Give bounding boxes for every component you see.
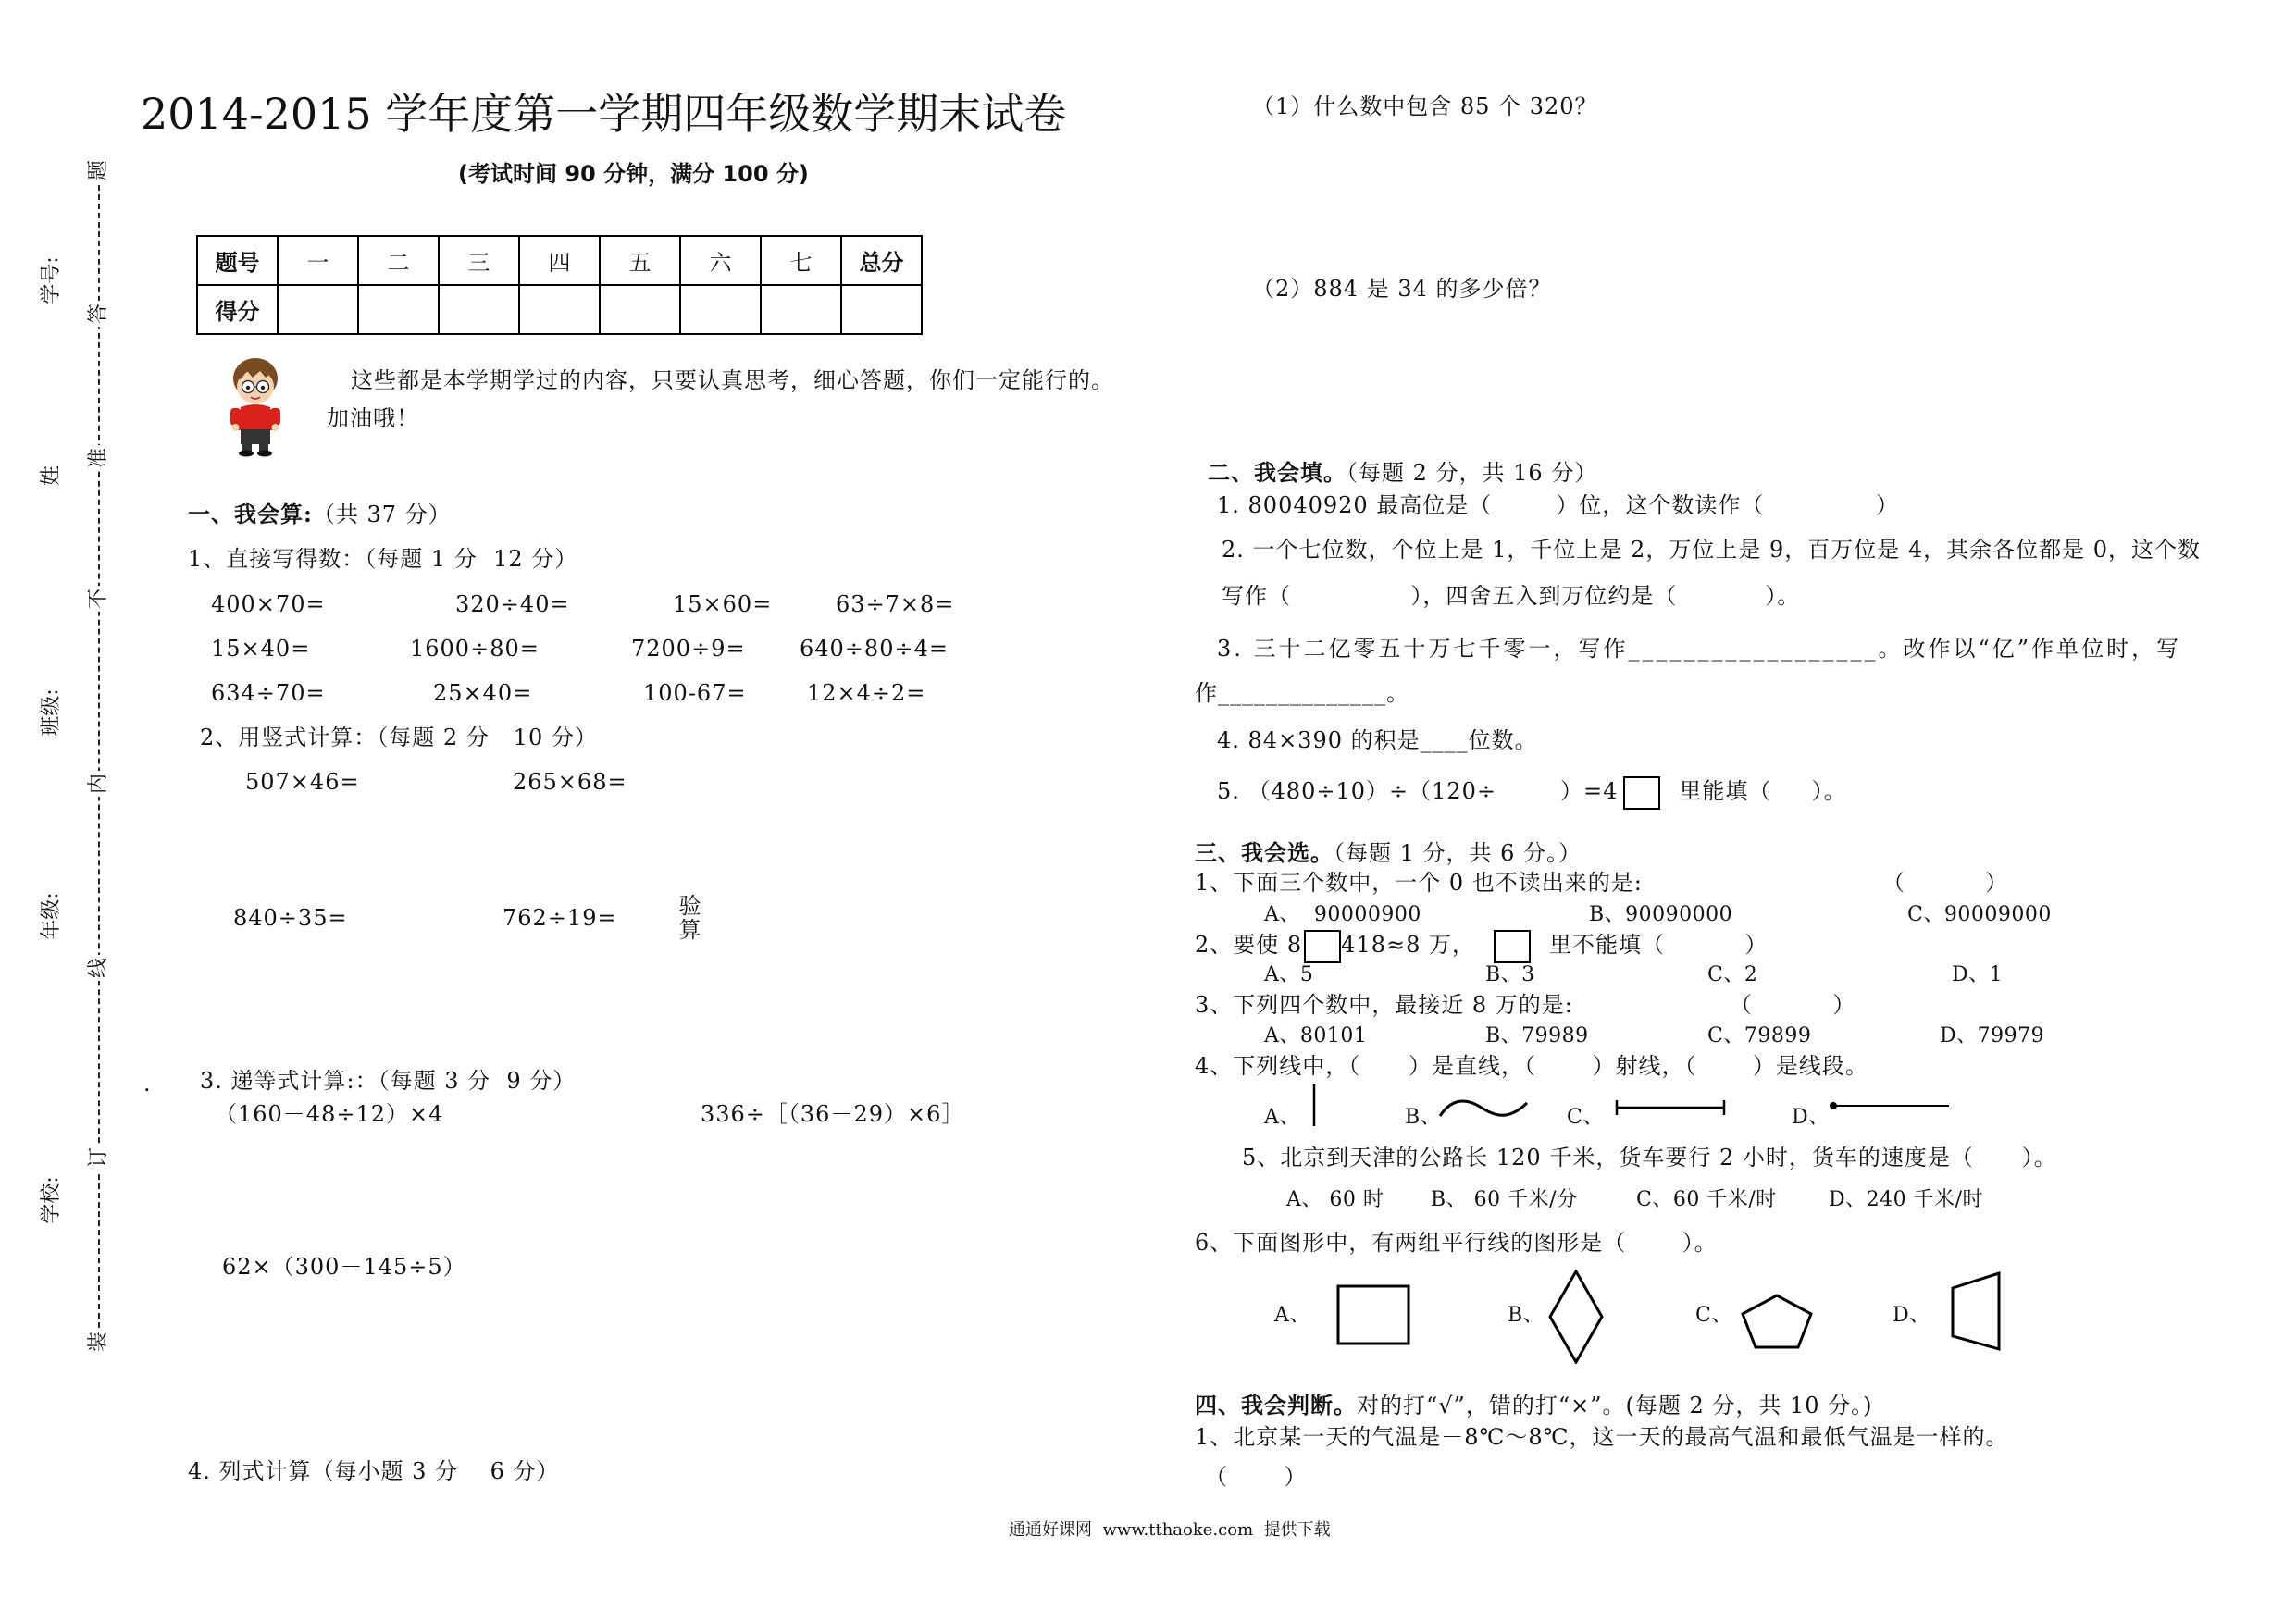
fill-question-continued: 作______________。	[1195, 680, 1409, 706]
exam-subtitle: (考试时间 90 分钟，满分 100 分)	[458, 161, 809, 187]
judge-question: 1、北京某一天的气温是－8℃～8℃，这一天的最高气温和最低气温是一样的。	[1195, 1424, 2009, 1450]
score-header-cell: 五	[600, 236, 680, 285]
score-header-cell: 六	[680, 236, 761, 285]
score-cell	[519, 285, 600, 334]
intro-line: 这些都是本学期学过的内容，只要认真思考，细心答题，你们一定能行的。	[351, 367, 1114, 393]
choice-option: C、	[1567, 1106, 1604, 1129]
check-label: 验算	[675, 894, 701, 942]
answer-blank: （ ）	[1730, 992, 1856, 1018]
section-title: 四、我会判断。	[1195, 1392, 1357, 1419]
answer-box	[1494, 930, 1531, 963]
exam-title: 2014-2015 学年度第一学期四年级数学期末试卷	[141, 89, 1067, 139]
straight-line-icon	[1309, 1082, 1320, 1128]
choice-option: B、	[1405, 1106, 1442, 1129]
section2-heading	[1208, 460, 1597, 486]
vertical-calc-item: 762÷19=	[503, 905, 617, 931]
score-cell	[278, 285, 358, 334]
oral-calc-item: 25×40=	[433, 680, 533, 706]
section-points: （共 37 分）	[312, 502, 452, 527]
seal-line-char: 准	[88, 445, 110, 471]
oral-calc-item: 640÷80÷4=	[800, 636, 949, 662]
choice-option: A、	[1274, 1304, 1310, 1327]
choice-option: D、1	[1952, 963, 2004, 986]
oral-calc-item: 12×4÷2=	[807, 680, 926, 706]
fill-question-continued: 写作（ ），四舍五入到万位约是（ ）。	[1222, 583, 1801, 609]
line-segment-icon	[1614, 1098, 1727, 1117]
score-table	[196, 235, 923, 335]
answer-box	[1623, 776, 1660, 810]
stepwise-calc-item: （160－48÷12）×4	[215, 1101, 444, 1127]
question-text: 2、要使 8	[1195, 932, 1303, 958]
score-header-row	[197, 236, 922, 285]
choice-question	[1195, 928, 1768, 963]
fill-question: 1. 80040920 最高位是（ ）位，这个数读作（ ）	[1217, 492, 1900, 518]
seal-line-char: 订	[88, 1145, 110, 1171]
fill-question	[1217, 774, 1847, 810]
score-cell	[439, 285, 519, 334]
oral-calc-item: 100-67=	[643, 680, 747, 706]
score-cell	[358, 285, 439, 334]
intro-line: 加油哦！	[327, 405, 419, 431]
section-points: （每题 2 分，共 16 分）	[1347, 460, 1598, 486]
score-cell	[600, 285, 680, 334]
score-header-cell: 四	[519, 236, 600, 285]
score-header-cell: 题号	[197, 236, 278, 285]
question-text: 418≈8 万，	[1341, 932, 1475, 958]
class-label: 班级:	[41, 686, 63, 738]
oral-calc-title: 1、直接写得数：（每题 1 分 12 分）	[188, 546, 578, 572]
section1-heading	[188, 502, 452, 527]
seal-line-char: 题	[88, 157, 110, 183]
score-row-label: 得分	[197, 285, 278, 334]
choice-option: D、	[1792, 1106, 1830, 1129]
section4-heading	[1195, 1393, 1873, 1419]
oral-calc-item: 7200÷9=	[631, 636, 746, 662]
section-points: （每题 1 分，共 6 分。）	[1334, 840, 1582, 866]
curved-line-icon	[1437, 1096, 1530, 1121]
seal-line-char: 答	[88, 301, 110, 327]
choice-option: B、79989	[1485, 1024, 1589, 1047]
oral-calc-item: 63÷7×8=	[836, 591, 955, 617]
answer-blank: （ ）	[1205, 1464, 1308, 1490]
choice-option: C、2	[1707, 963, 1758, 986]
choice-option: B、	[1508, 1304, 1545, 1327]
fill-question: 2. 一个七位数，个位上是 1，千位上是 2，万位上是 9，百万位是 4，其余各位都是 0，这个数	[1222, 537, 2202, 563]
score-header-cell: 二	[358, 236, 439, 285]
seal-line-char: 内	[88, 771, 110, 797]
vertical-calc-item: 265×68=	[513, 769, 627, 795]
question-text: 5. （480÷10）÷（120÷ ）=4	[1217, 778, 1619, 804]
oral-calc-item: 15×40=	[211, 636, 311, 662]
choice-question: 5、北京到天津的公路长 120 千米，货车要行 2 小时，货车的速度是（ ）。	[1242, 1145, 2057, 1171]
section-instruction: 对的打“√”，错的打“×”。(每题 2 分，共 10 分。)	[1357, 1393, 1873, 1419]
question-text: 里能填（ ）。	[1679, 778, 1847, 804]
word-calc-item: （1）什么数中包含 85 个 320？	[1252, 93, 1598, 119]
choice-question: 1、下面三个数中，一个 0 也不读出来的是:	[1195, 870, 1643, 896]
cartoon-boy-icon	[222, 354, 289, 458]
section-title: 三、我会选。	[1195, 839, 1334, 866]
choice-option: C、60 千米/时	[1636, 1188, 1777, 1211]
choice-option: A、	[1264, 1106, 1300, 1129]
oral-calc-item: 320÷40=	[455, 591, 570, 617]
rhombus-icon	[1547, 1270, 1605, 1364]
answer-box	[1304, 930, 1341, 963]
choice-question: 3、下列四个数中，最接近 8 万的是:	[1195, 992, 1573, 1018]
choice-question: 6、下面图形中，有两组平行线的图形是（ ）。	[1195, 1230, 1718, 1256]
choice-option: C、79899	[1707, 1024, 1812, 1047]
answer-blank: （ ）	[1882, 870, 2009, 896]
choice-question: 4、下列线中，（ ）是直线，（ ）射线，（ ）是线段。	[1195, 1053, 1868, 1079]
choice-option: C、	[1695, 1304, 1732, 1327]
score-cell	[841, 285, 922, 334]
choice-option: A、5	[1264, 963, 1314, 986]
trapezoid-icon	[1950, 1270, 2002, 1352]
score-row	[197, 285, 922, 334]
oral-calc-item: 400×70=	[211, 591, 326, 617]
choice-option: B、90090000	[1589, 903, 1733, 926]
stray-mark: .	[143, 1071, 152, 1096]
fill-question: 3. 三十二亿零五十万七千零一，写作__________________。改作以“亿”作单位时，写	[1217, 636, 2182, 662]
student-no-label: 学号:	[41, 254, 63, 306]
score-cell	[761, 285, 841, 334]
choice-option: A、 90000900	[1264, 903, 1421, 926]
word-calc-title: 4. 列式计算（每小题 3 分 6 分）	[188, 1458, 560, 1484]
vertical-calc-item: 507×46=	[245, 769, 360, 795]
ray-icon	[1829, 1100, 1951, 1111]
word-calc-item: （2）884 是 34 的多少倍？	[1252, 276, 1552, 302]
choice-option: D、240 千米/时	[1829, 1188, 1984, 1211]
oral-calc-item: 15×60=	[673, 591, 773, 617]
seal-line-char: 装	[88, 1329, 110, 1355]
name-label: 姓	[41, 463, 63, 489]
question-text: 里不能填（ ）	[1549, 932, 1769, 958]
oral-calc-item: 634÷70=	[211, 680, 326, 706]
pentagon-icon	[1740, 1293, 1814, 1350]
choice-option: D、	[1893, 1304, 1930, 1327]
choice-option: D、79979	[1940, 1024, 2045, 1047]
score-header-cell: 三	[439, 236, 519, 285]
section-title: 一、我会算:	[188, 501, 313, 527]
oral-calc-item: 1600÷80=	[410, 636, 540, 662]
grade-label: 年级:	[41, 889, 63, 942]
stepwise-calc-item: 62×（300－145÷5）	[222, 1254, 466, 1280]
score-header-cell: 七	[761, 236, 841, 285]
seal-line-char: 线	[88, 955, 110, 981]
score-header-cell: 一	[278, 236, 358, 285]
choice-option: B、3	[1485, 963, 1535, 986]
score-header-cell: 总分	[841, 236, 922, 285]
vertical-calc-title: 2、用竖式计算：（每题 2 分 10 分）	[200, 725, 598, 750]
school-label: 学校:	[41, 1173, 63, 1226]
stepwise-calc-title: 3. 递等式计算:：（每题 3 分 9 分）	[200, 1068, 577, 1094]
fill-question: 4. 84×390 的积是____位数。	[1217, 727, 1538, 753]
choice-option: C、90009000	[1907, 903, 2052, 926]
section-title: 二、我会填。	[1208, 459, 1347, 486]
vertical-calc-item: 840÷35=	[233, 905, 348, 931]
stepwise-calc-item: 336÷［（36－29）×6］	[701, 1101, 965, 1127]
choice-option: A、 60 时	[1286, 1188, 1384, 1211]
seal-line-char: 不	[88, 586, 110, 612]
score-cell	[680, 285, 761, 334]
rectangle-icon	[1336, 1284, 1410, 1345]
page-footer: 通通好课网 www.tthaoke.com 提供下载	[1009, 1520, 1331, 1540]
section3-heading	[1195, 840, 1582, 866]
choice-option: B、 60 千米/分	[1431, 1188, 1578, 1211]
choice-option: A、80101	[1264, 1024, 1368, 1047]
